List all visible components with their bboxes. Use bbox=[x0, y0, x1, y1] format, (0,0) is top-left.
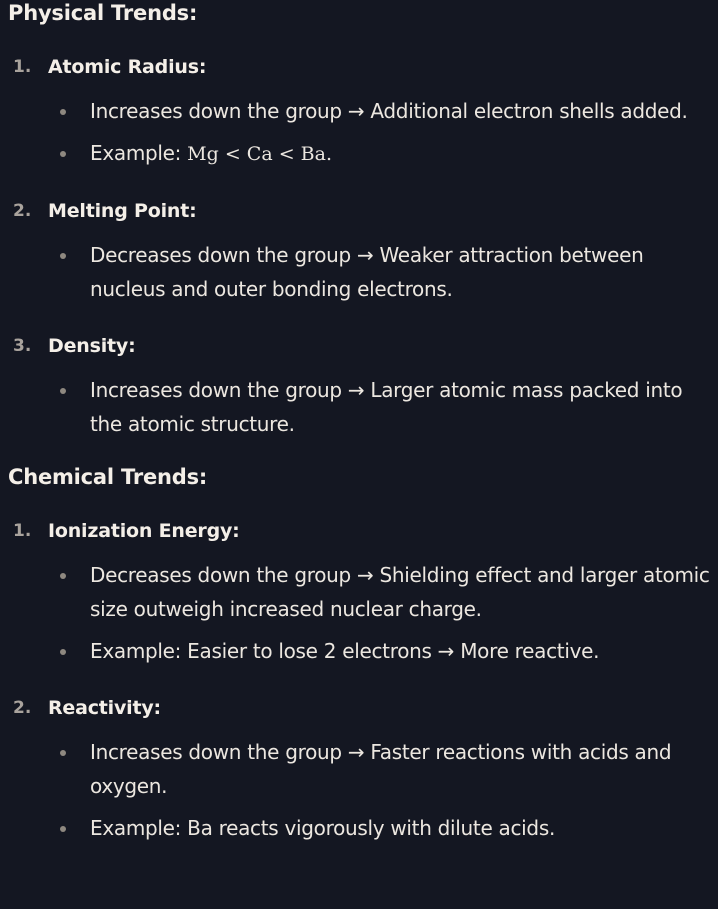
bullet-item bbox=[48, 811, 712, 845]
bullet-item bbox=[48, 373, 712, 441]
bullet-item bbox=[48, 634, 712, 668]
bullet-text: Example: bbox=[90, 141, 188, 165]
bullet-item bbox=[48, 558, 712, 626]
list-number: 1. bbox=[13, 57, 32, 77]
bullet-item bbox=[48, 94, 712, 128]
list-item-reactivity bbox=[8, 695, 718, 845]
item-title: Reactivity: bbox=[48, 697, 161, 719]
list-number: 2. bbox=[13, 201, 32, 221]
bullet-dot-icon bbox=[60, 826, 66, 832]
list-number: 2. bbox=[13, 698, 32, 718]
bullet-text: Example: Easier to lose 2 electrons → More reactive. bbox=[90, 639, 600, 663]
bullet-dot-icon bbox=[60, 388, 66, 394]
bullet-dot-icon bbox=[60, 573, 66, 579]
bullet-list bbox=[48, 373, 718, 441]
bullet-text: Increases down the group → Additional electron shells added. bbox=[90, 99, 688, 123]
bullet-list bbox=[48, 94, 718, 171]
bullet-item bbox=[48, 136, 712, 171]
bullet-list bbox=[48, 735, 718, 845]
list-item-density bbox=[8, 333, 718, 441]
list-item-atomic-radius bbox=[8, 54, 718, 171]
bullet-dot-icon bbox=[60, 151, 66, 157]
bullet-text: Increases down the group → Faster reactions with acids and oxygen. bbox=[90, 740, 672, 798]
bullet-text: Decreases down the group → Shielding effect and larger atomic size outweigh increased nuclear charge. bbox=[90, 563, 710, 621]
item-title: Melting Point: bbox=[48, 200, 197, 222]
list-number: 1. bbox=[13, 521, 32, 541]
item-title: Density: bbox=[48, 335, 136, 357]
bullet-dot-icon bbox=[60, 750, 66, 756]
bullet-text: Increases down the group → Larger atomic mass packed into the atomic structure. bbox=[90, 378, 683, 436]
bullet-item bbox=[48, 238, 712, 306]
section-heading-physical: Physical Trends: bbox=[8, 1, 198, 25]
item-title: Atomic Radius: bbox=[48, 56, 207, 78]
list-number: 3. bbox=[13, 336, 32, 356]
math-expression: Mg < Ca < Ba. bbox=[187, 143, 332, 165]
bullet-item bbox=[48, 735, 712, 803]
bullet-dot-icon bbox=[60, 649, 66, 655]
bullet-dot-icon bbox=[60, 253, 66, 259]
chemical-trends-list bbox=[8, 518, 718, 845]
bullet-text: Decreases down the group → Weaker attraction between nucleus and outer bonding electrons. bbox=[90, 243, 644, 301]
bullet-dot-icon bbox=[60, 109, 66, 115]
bullet-list bbox=[48, 238, 718, 306]
bullet-text: Example: Ba reacts vigorously with dilute acids. bbox=[90, 816, 556, 840]
physical-trends-list bbox=[8, 54, 718, 441]
section-heading-chemical: Chemical Trends: bbox=[8, 465, 208, 489]
item-title: Ionization Energy: bbox=[48, 520, 240, 542]
bullet-list bbox=[48, 558, 718, 668]
list-item-ionization-energy bbox=[8, 518, 718, 668]
list-item-melting-point bbox=[8, 198, 718, 306]
